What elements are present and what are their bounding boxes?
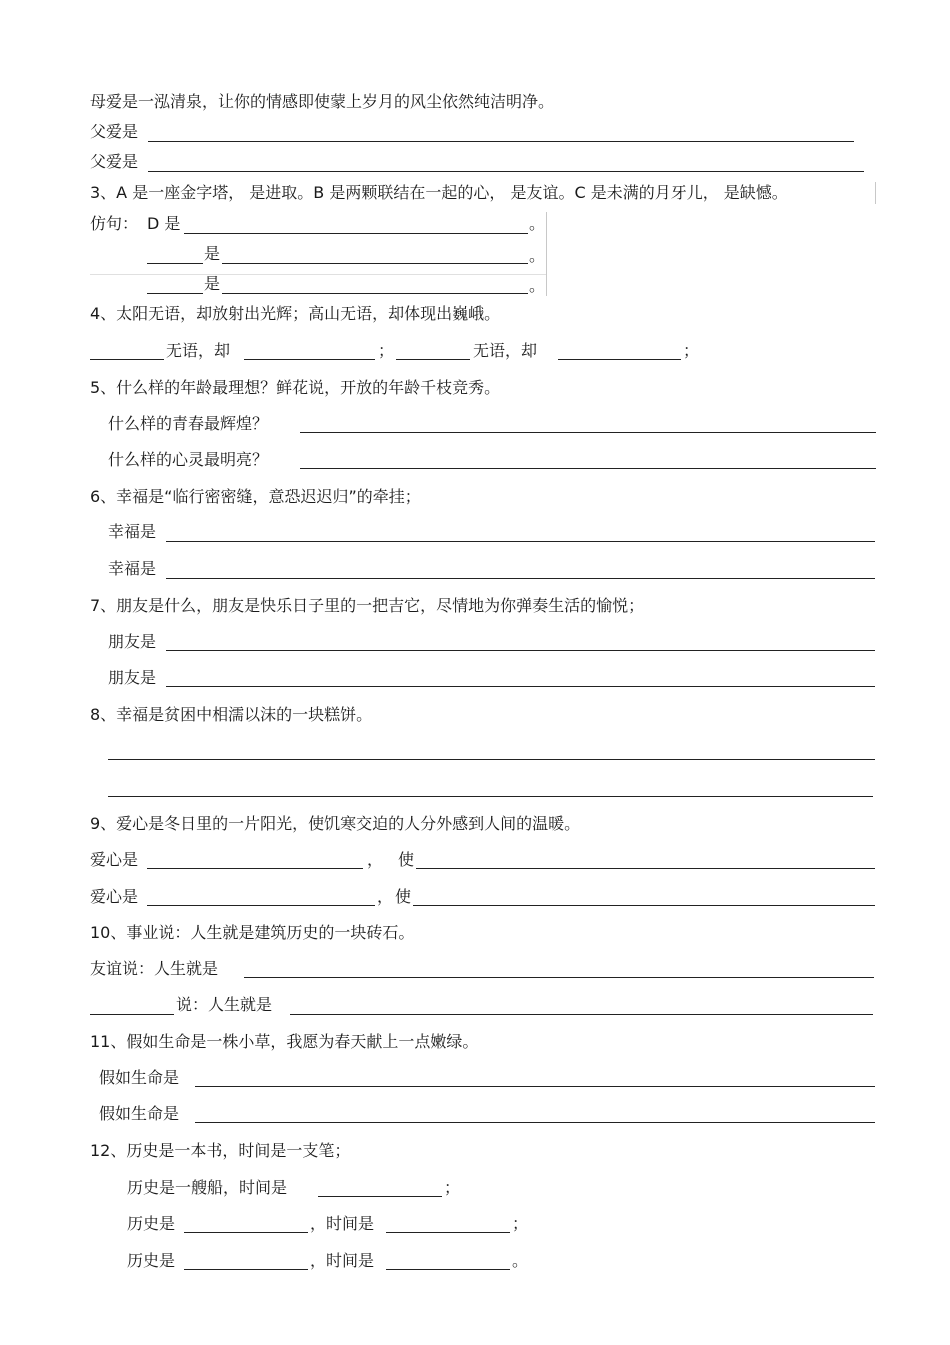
q4-prompt: 4、太阳无语，却放射出光辉；高山无语，却体现出巍峨。	[90, 304, 501, 323]
q9-prompt: 9、爱心是冬日里的一片阳光，使饥寒交迫的人分外感到人间的温暖。	[90, 814, 581, 833]
q4-semicolon-2: ；	[683, 341, 700, 360]
q9-blank-1b[interactable]	[416, 868, 875, 869]
q4-blank-2[interactable]	[244, 359, 375, 360]
q4-blank-3[interactable]	[396, 359, 470, 360]
q6-answer-line-2[interactable]	[166, 578, 875, 579]
intro-sentence: 母爱是一泓清泉，让你的情感即使蒙上岁月的风尘依然纯洁明净。	[90, 92, 555, 111]
q10-answer-line-2[interactable]	[290, 1014, 873, 1015]
q12-prompt: 12、历史是一本书，时间是一支笔；	[90, 1141, 351, 1160]
q3-answer-line-2[interactable]	[222, 263, 528, 264]
q12-boat-label: 历史是一艘船，时间是	[127, 1178, 288, 1197]
q9-blank-1a[interactable]	[147, 868, 363, 869]
q4-blank-4[interactable]	[558, 359, 681, 360]
q5-sub-question-2: 什么样的心灵最明亮？	[108, 450, 269, 469]
q11-prompt: 11、假如生命是一株小草，我愿为春天献上一点嫩绿。	[90, 1032, 479, 1051]
q6-answer-line-1[interactable]	[166, 541, 875, 542]
q4-blank-1[interactable]	[90, 359, 164, 360]
q6-prompt: 6、幸福是“临行密密缝，意恐迟迟归”的牵挂；	[90, 487, 421, 506]
q5-answer-line-1[interactable]	[300, 432, 876, 433]
q7-prompt: 7、朋友是什么，朋友是快乐日子里的一把吉它，尽情地为你弹奏生活的愉悦；	[90, 596, 645, 615]
q12-history-label-1: 历史是	[127, 1214, 176, 1233]
fuai-answer-line-1[interactable]	[148, 141, 854, 142]
q3-blank-subject-3[interactable]	[147, 293, 203, 294]
q11-answer-line-2[interactable]	[195, 1122, 875, 1123]
q7-answer-line-2[interactable]	[166, 686, 875, 687]
q12-blank-time-2[interactable]	[386, 1269, 510, 1270]
q9-comma-2: ，	[377, 887, 394, 906]
q12-semicolon-2: ；	[512, 1214, 529, 1233]
q3-shi-3: 是	[204, 274, 221, 293]
q4-wuyu-1: 无语，却	[166, 341, 231, 360]
fuai-answer-line-2[interactable]	[148, 171, 864, 172]
q7-label-1: 朋友是	[108, 632, 157, 651]
q12-blank-time-1[interactable]	[386, 1232, 510, 1233]
q11-label-2: 假如生命是	[99, 1104, 180, 1123]
q9-shi-1: 使	[398, 850, 415, 869]
q12-blank-boat[interactable]	[318, 1196, 442, 1197]
q12-blank-history-2[interactable]	[184, 1269, 308, 1270]
q8-answer-line-1[interactable]	[108, 759, 875, 760]
q4-semicolon-1: ；	[378, 341, 395, 360]
q5-answer-line-2[interactable]	[300, 468, 876, 469]
q9-blank-2b[interactable]	[413, 905, 875, 906]
q10-prompt: 10、事业说：人生就是建筑历史的一块砖石。	[90, 923, 415, 942]
q10-blank-subject[interactable]	[90, 1014, 174, 1015]
q12-semicolon-1: ；	[444, 1178, 461, 1197]
q3-blank-subject-2[interactable]	[147, 263, 203, 264]
q7-label-2: 朋友是	[108, 668, 157, 687]
q8-answer-line-2[interactable]	[108, 796, 873, 797]
cell-border	[875, 182, 876, 204]
q9-blank-2a[interactable]	[147, 905, 375, 906]
q11-answer-line-1[interactable]	[195, 1086, 875, 1087]
q10-friendship-label: 友谊说：人生就是	[90, 959, 219, 978]
q10-say-label: 说：人生就是	[176, 995, 273, 1014]
q3-fangju-label: 仿句：	[90, 214, 139, 233]
q6-label-1: 幸福是	[108, 522, 157, 541]
q12-history-label-2: 历史是	[127, 1251, 176, 1270]
q12-time-label-2: ，时间是	[310, 1251, 375, 1270]
q11-label-1: 假如生命是	[99, 1068, 180, 1087]
q5-sub-question-1: 什么样的青春最辉煌？	[108, 414, 269, 433]
q12-period: 。	[512, 1251, 529, 1270]
q7-answer-line-1[interactable]	[166, 650, 875, 651]
fuai-label-1: 父爱是	[90, 122, 139, 141]
q3-prompt: 3、A 是一座金字塔， 是进取。B 是两颗联结在一起的心， 是友谊。C 是未满的月牙儿， 是缺憾。	[90, 183, 788, 202]
q3-period: 。	[529, 276, 546, 295]
q3-period: 。	[529, 246, 546, 265]
q9-label-2: 爱心是	[90, 887, 139, 906]
q5-prompt: 5、什么样的年龄最理想？鲜花说，开放的年龄千枝竞秀。	[90, 378, 501, 397]
q3-shi-2: 是	[204, 244, 221, 263]
q8-prompt: 8、幸福是贫困中相濡以沫的一块糕饼。	[90, 705, 373, 724]
q6-label-2: 幸福是	[108, 559, 157, 578]
q4-wuyu-2: 无语，却	[473, 341, 538, 360]
q3-d-is: D 是	[147, 214, 181, 233]
cell-border	[546, 212, 547, 296]
q3-answer-line-3[interactable]	[222, 293, 528, 294]
q3-period: 。	[529, 214, 546, 233]
q9-comma-1: ，	[367, 850, 384, 869]
q12-time-label-1: ，时间是	[310, 1214, 375, 1233]
q9-shi-2: 使	[395, 887, 412, 906]
fuai-label-2: 父爱是	[90, 152, 139, 171]
q3-answer-line-d[interactable]	[184, 233, 528, 234]
q12-blank-history-1[interactable]	[184, 1232, 308, 1233]
cell-border	[90, 274, 546, 275]
q9-label-1: 爱心是	[90, 850, 139, 869]
q10-answer-line-1[interactable]	[244, 977, 874, 978]
